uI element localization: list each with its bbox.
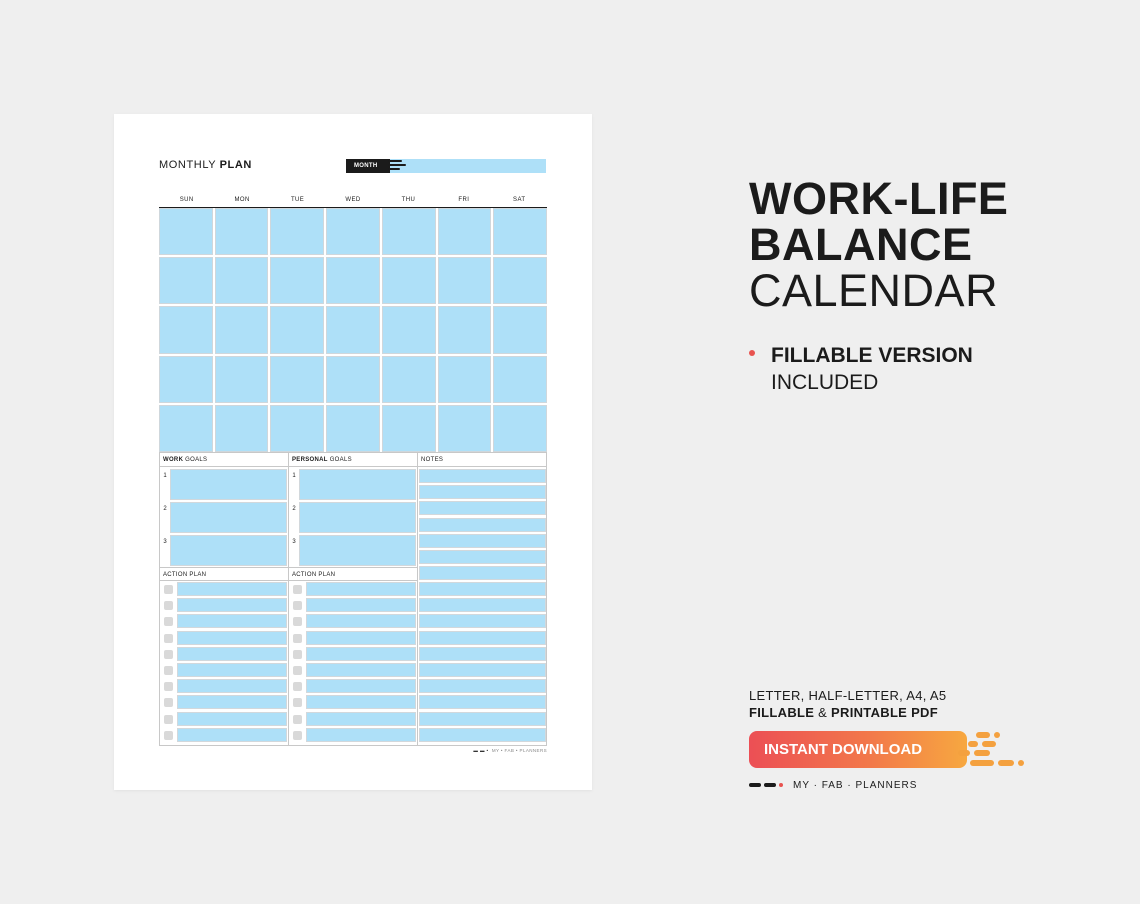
day-label: SUN (179, 197, 194, 203)
calendar-day-cell[interactable] (438, 208, 492, 255)
personal-goal-field[interactable] (299, 535, 416, 566)
calendar-day-cell[interactable] (215, 208, 269, 255)
action-plan-header: ACTION PLAN (160, 567, 288, 581)
action-item-field[interactable] (306, 631, 416, 645)
notes-line[interactable] (419, 534, 546, 548)
goal-number: 3 (292, 539, 296, 545)
calendar-day-cell[interactable] (270, 306, 324, 353)
calendar-day-cell[interactable] (493, 356, 547, 403)
checkbox[interactable] (164, 650, 173, 659)
day-label: SAT (513, 197, 526, 203)
calendar-day-cell[interactable] (438, 405, 492, 452)
calendar-day-cell[interactable] (326, 208, 380, 255)
notes-line[interactable] (419, 550, 546, 564)
instant-download-button[interactable]: INSTANT DOWNLOAD (749, 731, 967, 768)
calendar-day-cell[interactable] (159, 306, 213, 353)
action-plan-header: ACTION PLAN (289, 567, 417, 581)
checkbox[interactable] (293, 585, 302, 594)
action-item-field[interactable] (306, 614, 416, 628)
checkbox[interactable] (164, 698, 173, 707)
checkbox[interactable] (293, 731, 302, 740)
calendar-day-cell[interactable] (326, 405, 380, 452)
notes-line[interactable] (419, 485, 546, 499)
work-goal-field[interactable] (170, 469, 287, 500)
notes-line[interactable] (419, 663, 546, 677)
action-item-field[interactable] (177, 712, 287, 726)
day-label: TUE (290, 197, 305, 203)
page-title: MONTHLY PLAN (159, 159, 252, 171)
month-label: MONTH (346, 159, 390, 173)
notes-line[interactable] (419, 695, 546, 709)
action-item-field[interactable] (177, 614, 287, 628)
action-item-field[interactable] (306, 695, 416, 709)
checkbox[interactable] (164, 585, 173, 594)
personal-goals-header: PERSONAL GOALS (289, 453, 418, 467)
pdf-line: FILLABLE & PRINTABLE PDF (749, 705, 938, 720)
goal-number: 2 (163, 506, 167, 512)
action-item-field[interactable] (177, 679, 287, 693)
notes-line[interactable] (419, 501, 546, 515)
notes-line[interactable] (419, 631, 546, 645)
action-item-field[interactable] (306, 712, 416, 726)
calendar-day-cell[interactable] (382, 306, 436, 353)
work-goals-header: WORK GOALS (160, 453, 289, 467)
headline (749, 173, 1009, 316)
checkbox[interactable] (293, 634, 302, 643)
footer-brand: ▬ ▬ • MY • FAB • PLANNERS (473, 748, 547, 753)
notes-line[interactable] (419, 647, 546, 661)
notes-line[interactable] (419, 469, 546, 483)
goals-section (159, 452, 547, 746)
action-item-field[interactable] (177, 663, 287, 677)
notes-line[interactable] (419, 598, 546, 612)
divider (417, 453, 418, 745)
checkbox[interactable] (293, 698, 302, 707)
action-item-field[interactable] (177, 695, 287, 709)
calendar-day-cell[interactable] (215, 257, 269, 304)
notes-line[interactable] (419, 679, 546, 693)
notes-header: NOTES (418, 453, 546, 467)
dashes-icon (749, 783, 783, 788)
checkbox[interactable] (164, 715, 173, 724)
day-label: FRI (458, 197, 470, 203)
calendar-day-cell[interactable] (438, 257, 492, 304)
calendar-day-cell[interactable] (159, 356, 213, 403)
goal-number: 1 (163, 473, 167, 479)
formats-text (749, 687, 946, 721)
dashes-icon (388, 160, 406, 172)
calendar-day-cell[interactable] (493, 405, 547, 452)
action-item-field[interactable] (177, 647, 287, 661)
work-goal-field[interactable] (170, 535, 287, 566)
checkbox[interactable] (293, 682, 302, 691)
personal-goal-field[interactable] (299, 469, 416, 500)
brand-logo: MY · FAB · PLANNERS (749, 780, 917, 792)
checkbox[interactable] (293, 601, 302, 610)
calendar-grid (159, 208, 547, 452)
weekday-header (159, 195, 547, 208)
notes-line[interactable] (419, 712, 546, 726)
headline-line: BALANCE (749, 219, 973, 270)
calendar-day-cell[interactable] (326, 306, 380, 353)
goal-number: 1 (292, 473, 296, 479)
personal-goal-field[interactable] (299, 502, 416, 533)
calendar-day-cell[interactable] (159, 405, 213, 452)
calendar-day-cell[interactable] (215, 306, 269, 353)
checkbox[interactable] (164, 601, 173, 610)
checkbox[interactable] (164, 682, 173, 691)
day-label: MON (234, 197, 250, 203)
checkbox[interactable] (164, 731, 173, 740)
calendar-day-cell[interactable] (493, 257, 547, 304)
checkbox[interactable] (293, 666, 302, 675)
calendar-day-cell[interactable] (159, 257, 213, 304)
calendar-day-cell[interactable] (326, 356, 380, 403)
calendar-day-cell[interactable] (493, 208, 547, 255)
checkbox[interactable] (293, 715, 302, 724)
checkbox[interactable] (164, 617, 173, 626)
goal-number: 2 (292, 506, 296, 512)
calendar-day-cell[interactable] (270, 405, 324, 452)
goal-number: 3 (163, 539, 167, 545)
calendar-day-cell[interactable] (270, 208, 324, 255)
action-item-field[interactable] (306, 647, 416, 661)
action-item-field[interactable] (177, 582, 287, 596)
planner-page (114, 114, 592, 790)
calendar-day-cell[interactable] (438, 356, 492, 403)
action-item-field[interactable] (306, 598, 416, 612)
notes-line[interactable] (419, 728, 546, 742)
calendar-day-cell[interactable] (438, 306, 492, 353)
checkbox[interactable] (164, 634, 173, 643)
day-label: WED (345, 197, 361, 203)
calendar-day-cell[interactable] (382, 405, 436, 452)
calendar-day-cell[interactable] (215, 356, 269, 403)
day-label: THU (401, 197, 416, 203)
notes-line[interactable] (419, 582, 546, 596)
action-item-field[interactable] (177, 631, 287, 645)
calendar-day-cell[interactable] (159, 208, 213, 255)
notes-line[interactable] (419, 614, 546, 628)
sizes-line: LETTER, HALF-LETTER, A4, A5 (749, 688, 947, 703)
action-item-field[interactable] (177, 728, 287, 742)
notes-line[interactable] (419, 518, 546, 532)
checkbox[interactable] (164, 666, 173, 675)
calendar-day-cell[interactable] (326, 257, 380, 304)
action-item-field[interactable] (177, 598, 287, 612)
divider (288, 453, 289, 745)
dashes-icon: ▬ ▬ • (473, 748, 489, 753)
calendar-day-cell[interactable] (270, 257, 324, 304)
calendar-day-cell[interactable] (270, 356, 324, 403)
work-goal-field[interactable] (170, 502, 287, 533)
headline-line: CALENDAR (749, 265, 999, 316)
checkbox[interactable] (293, 650, 302, 659)
notes-line[interactable] (419, 566, 546, 580)
action-item-field[interactable] (306, 728, 416, 742)
calendar-day-cell[interactable] (382, 257, 436, 304)
calendar-day-cell[interactable] (493, 306, 547, 353)
action-item-field[interactable] (306, 663, 416, 677)
action-item-field[interactable] (306, 582, 416, 596)
calendar-day-cell[interactable] (382, 356, 436, 403)
feature-text: FILLABLE VERSION INCLUDED (771, 344, 973, 394)
headline-line: WORK-LIFE (749, 173, 1009, 224)
bullet-icon (749, 350, 755, 356)
calendar-day-cell[interactable] (215, 405, 269, 452)
month-field[interactable] (346, 159, 546, 173)
checkbox[interactable] (293, 617, 302, 626)
action-item-field[interactable] (306, 679, 416, 693)
calendar-day-cell[interactable] (382, 208, 436, 255)
